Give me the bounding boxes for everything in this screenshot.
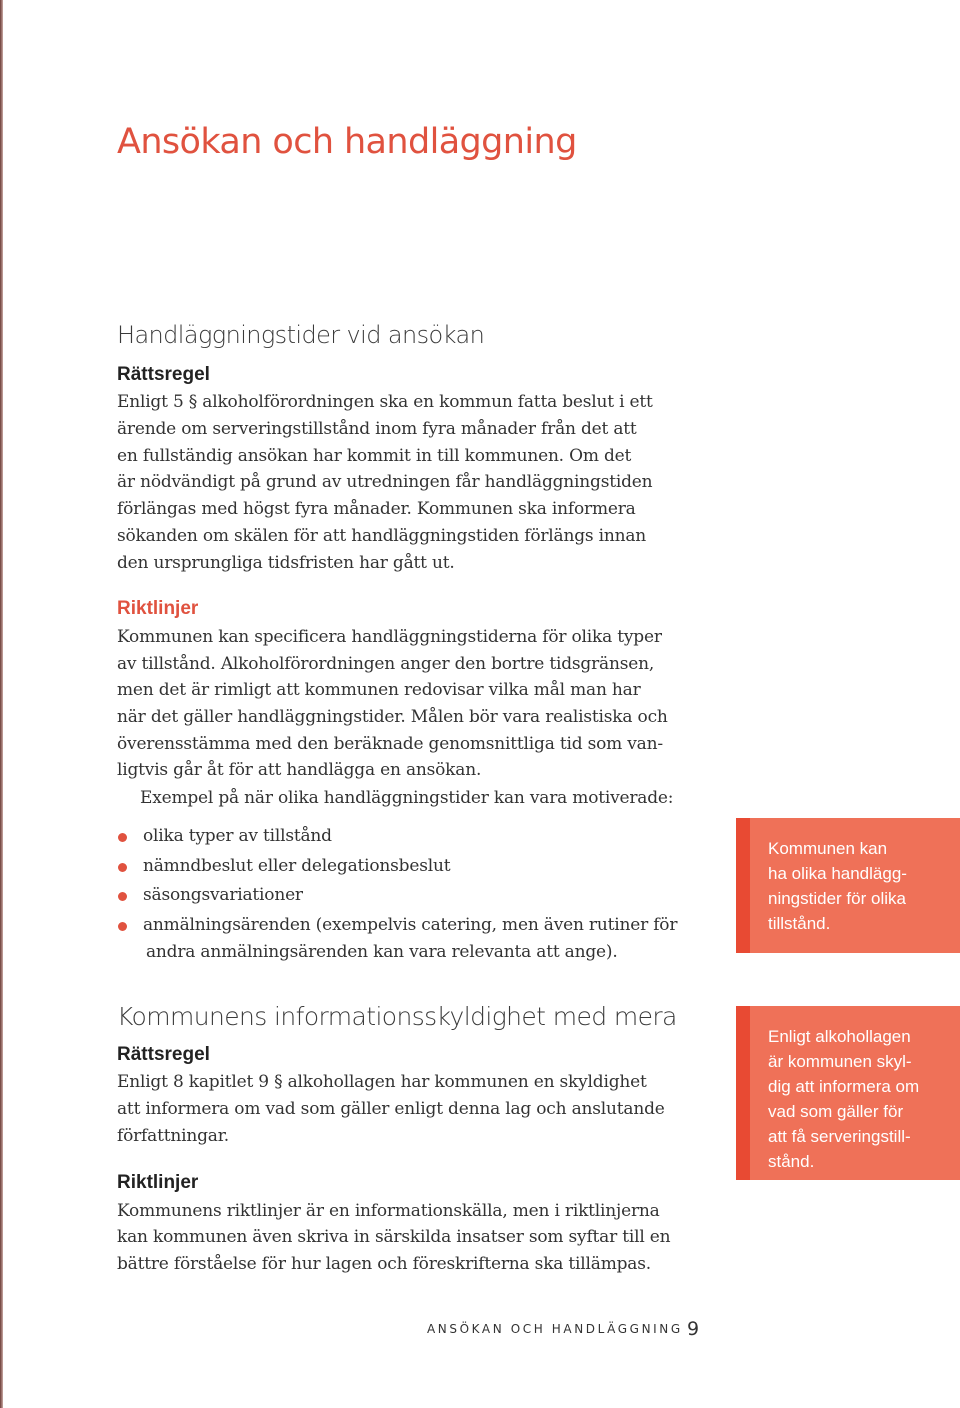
paragraph-line: av tillstånd. Alkoholförordningen anger den bortre tidsgränsen, bbox=[117, 654, 655, 674]
paragraph-line: Enligt 8 kapitlet 9 § alkohollagen har kommunen en skyldighet bbox=[117, 1072, 647, 1092]
bullet-marker bbox=[118, 892, 127, 901]
paragraph-line: Enligt 5 § alkoholförordningen ska en kommun fatta beslut i ett bbox=[117, 392, 653, 412]
paragraph-line: förlängas med högst fyra månader. Kommunen ska informera bbox=[117, 499, 636, 519]
subheading-rattsregel: Rättsregel bbox=[117, 1044, 210, 1065]
callout-box-informationsskyldighet bbox=[736, 1006, 960, 1180]
callout-line: vad som gäller för bbox=[768, 1102, 904, 1121]
paragraph-line: Kommunens riktlinjer är en informationskälla, men i riktlinjerna bbox=[117, 1201, 660, 1221]
bullet-marker bbox=[118, 922, 127, 931]
paragraph-line: bättre förståelse för hur lagen och föreskrifterna ska tillämpas. bbox=[117, 1254, 651, 1274]
callout-line: att få serveringstill- bbox=[768, 1127, 911, 1146]
page-title: Ansökan och handläggning bbox=[117, 122, 577, 162]
callout-line: dig att informera om bbox=[768, 1077, 920, 1096]
paragraph-line: att informera om vad som gäller enligt denna lag och anslutande bbox=[117, 1099, 665, 1119]
page-number: 9 bbox=[687, 1318, 700, 1340]
subheading-riktlinjer: Riktlinjer bbox=[117, 1172, 199, 1193]
callout-line: ha olika handlägg- bbox=[768, 864, 907, 883]
paragraph-line: ärende om serveringstillstånd inom fyra månader från det att bbox=[117, 419, 637, 439]
section-heading-informationsskyldighet: Kommunens informationsskyldighet med mera bbox=[117, 1002, 677, 1031]
callout-line: Enligt alkohollagen bbox=[768, 1027, 911, 1046]
bullet-marker bbox=[118, 833, 127, 842]
paragraph-line: sökanden om skälen för att handläggningstiden förlängs innan bbox=[117, 526, 647, 546]
paragraph-line: är nödvändigt på grund av utredningen får handläggningstiden bbox=[117, 472, 653, 492]
paragraph-line: men det är rimligt att kommunen redovisar vilka mål man har bbox=[117, 680, 641, 700]
callout-line: tillstånd. bbox=[768, 914, 831, 933]
list-item: anmälningsärenden (exempelvis catering, men även rutiner för bbox=[143, 915, 678, 935]
paragraph-line: den ursprungliga tidsfristen har gått ut. bbox=[117, 553, 455, 573]
page-edge-shadow bbox=[0, 0, 3, 1408]
list-item: nämndbeslut eller delegationsbeslut bbox=[143, 856, 451, 876]
paragraph-line: en fullständig ansökan har kommit in till kommunen. Om det bbox=[117, 446, 632, 466]
callout-line: ningstider för olika bbox=[768, 889, 906, 908]
paragraph-line: Kommunen kan specificera handläggningstiderna för olika typer bbox=[117, 627, 662, 647]
bullet-marker bbox=[118, 863, 127, 872]
list-item-continuation: andra anmälningsärenden kan vara relevanta att ange). bbox=[146, 942, 618, 962]
list-item: säsongsvariationer bbox=[143, 885, 303, 905]
running-footer: ANSÖKAN OCH HANDLÄGGNING bbox=[427, 1322, 683, 1336]
callout-line: är kommunen skyl- bbox=[768, 1052, 912, 1071]
subheading-rattsregel: Rättsregel bbox=[117, 364, 210, 385]
callout-line: stånd. bbox=[768, 1152, 815, 1171]
paragraph-line: kan kommunen även skriva in särskilda insatser som syftar till en bbox=[117, 1227, 671, 1247]
paragraph-line: när det gäller handläggningstider. Målen bör vara realistiska och bbox=[117, 707, 668, 727]
subheading-riktlinjer: Riktlinjer bbox=[117, 598, 199, 619]
section-heading-handlaggningstider: Handläggningstider vid ansökan bbox=[117, 321, 485, 349]
paragraph-line: ligtvis går åt för att handlägga en ansökan. bbox=[117, 760, 482, 780]
example-intro: Exempel på när olika handläggningstider kan vara motiverade: bbox=[140, 788, 674, 808]
callout-line: Kommunen kan bbox=[768, 839, 888, 858]
paragraph-line: författningar. bbox=[117, 1126, 229, 1146]
paragraph-line: överensstämma med den beräknade genomsnittliga tid som van- bbox=[117, 734, 663, 754]
list-item: olika typer av tillstånd bbox=[143, 826, 332, 846]
callout-box-handlaggningstider bbox=[736, 818, 960, 953]
